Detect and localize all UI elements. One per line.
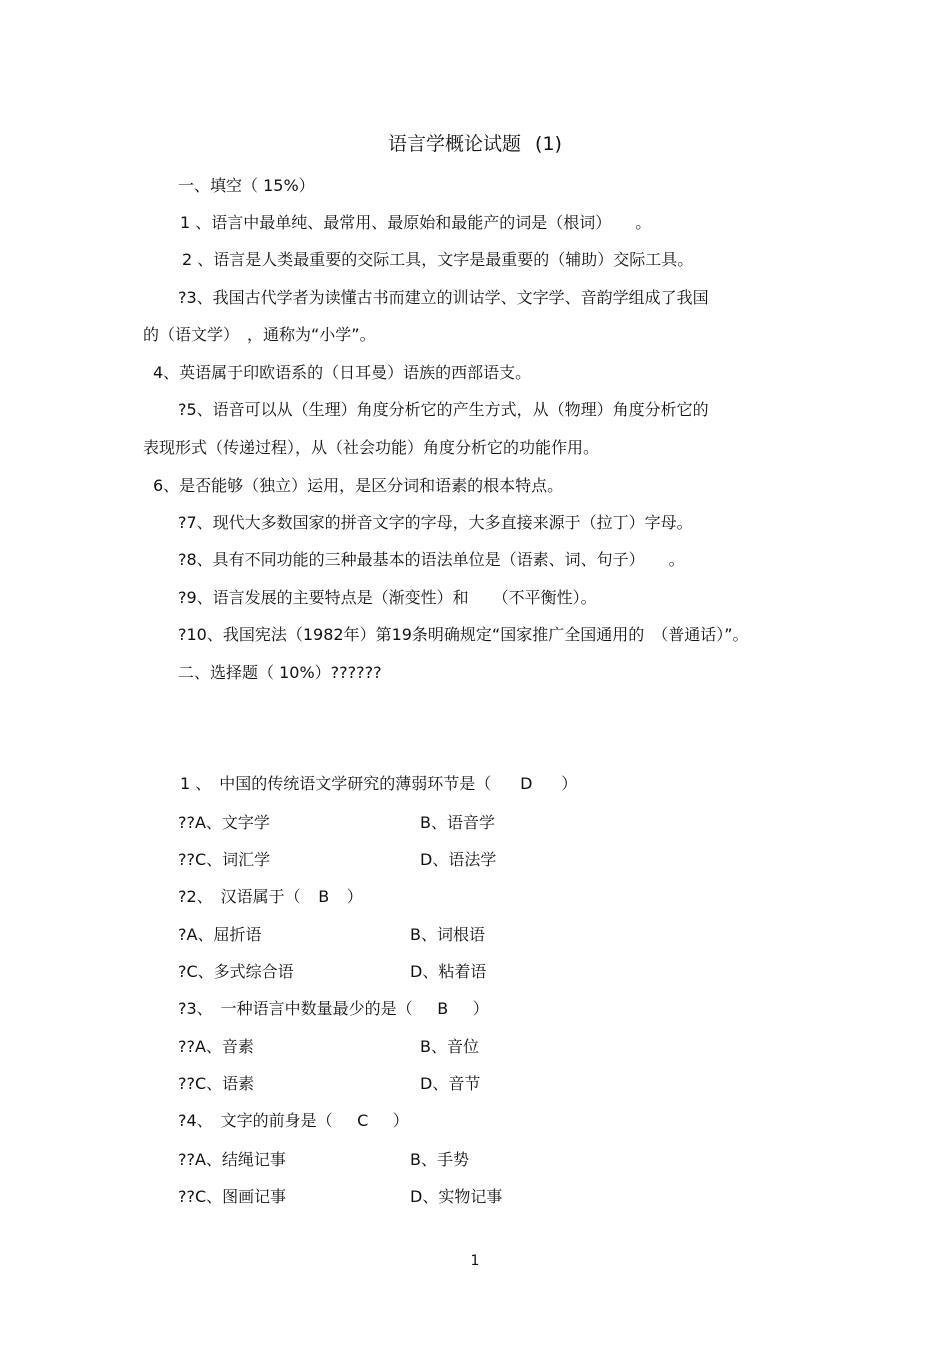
option-d: D、语法学 xyxy=(420,850,497,869)
fill-item-5-cont: 表现形式（传递过程），从（社会功能）角度分析它的功能作用。 xyxy=(143,438,600,457)
title-text: 语言学概论试题 xyxy=(388,133,522,155)
option-d: D、实物记事 xyxy=(410,1187,503,1206)
question-close: ） xyxy=(472,999,489,1018)
question-stem: ?4、 文字的前身是（ xyxy=(178,1111,333,1130)
option-b: B、词根语 xyxy=(410,925,485,944)
choice-section-heading: 二、选择题（ 10%）?????? xyxy=(178,663,382,682)
option-c: ?C、多式综合语 xyxy=(178,962,294,981)
fill-section-heading: 一、填空（ 15%） xyxy=(178,176,315,195)
page-number: 1 xyxy=(470,1253,480,1269)
option-b: B、语音学 xyxy=(420,813,495,832)
question-stem: ?3、 一种语言中数量最少的是（ xyxy=(178,999,413,1018)
fill-item-3: ?3、我国古代学者为读懂古书而建立的训诂学、文字学、音韵学组成了我国 xyxy=(178,288,709,307)
page-title xyxy=(0,131,950,157)
question-answer: B xyxy=(318,887,330,906)
option-a: ?A、屈折语 xyxy=(178,925,262,944)
fill-item-7: ?7、现代大多数国家的拼音文字的字母，大多直接来源于（拉丁）字母。 xyxy=(178,513,693,532)
option-b: B、音位 xyxy=(420,1037,479,1056)
option-a: ??A、结绳记事 xyxy=(178,1150,286,1169)
fill-item-3-cont: 的（语文学） ，通称为“小学”。 xyxy=(143,325,376,344)
question-close: ） xyxy=(346,887,363,906)
choice-question-1 xyxy=(180,773,577,795)
question-close: ） xyxy=(561,774,578,793)
fill-item-4: 4、英语属于印欧语系的（日耳曼）语族的西部语支。 xyxy=(153,363,532,382)
option-c: ??C、词汇学 xyxy=(178,850,271,869)
fill-item-5: ?5、语音可以从（生理）角度分析它的产生方式，从（物理）角度分析它的 xyxy=(178,400,709,419)
question-stem: ?2、 汉语属于（ xyxy=(178,887,301,906)
fill-item-9: ?9、语言发展的主要特点是（渐变性）和 （不平衡性）。 xyxy=(178,588,597,607)
fill-item-1: 1 、语言中最单纯、最常用、最原始和最能产的词是（根词） 。 xyxy=(180,213,652,232)
option-a: ??A、音素 xyxy=(178,1037,254,1056)
choice-question-4 xyxy=(178,1110,409,1132)
option-c: ??C、语素 xyxy=(178,1074,255,1093)
fill-item-6: 6、是否能够（独立）运用，是区分词和语素的根本特点。 xyxy=(153,476,564,495)
question-close: ） xyxy=(392,1111,409,1130)
option-d: D、粘着语 xyxy=(410,962,487,981)
question-answer: B xyxy=(437,999,449,1018)
question-answer: D xyxy=(520,774,533,793)
option-c: ??C、图画记事 xyxy=(178,1187,287,1206)
fill-item-2: 2 、语言是人类最重要的交际工具，文字是最重要的（辅助）交际工具。 xyxy=(182,250,694,269)
question-answer: C xyxy=(357,1111,369,1130)
choice-question-2 xyxy=(178,886,363,908)
title-number: (1) xyxy=(535,133,562,155)
fill-item-8: ?8、具有不同功能的三种最基本的语法单位是（语素、词、句子） 。 xyxy=(178,550,685,569)
fill-item-10: ?10、我国宪法（1982年）第19条明确规定“国家推广全国通用的 （普通话）”。 xyxy=(178,625,749,644)
option-a: ??A、文字学 xyxy=(178,813,270,832)
question-stem: 1 、 中国的传统语文学研究的薄弱环节是（ xyxy=(180,774,492,793)
choice-question-3 xyxy=(178,998,489,1020)
option-b: B、手势 xyxy=(410,1150,469,1169)
option-d: D、音节 xyxy=(420,1074,481,1093)
